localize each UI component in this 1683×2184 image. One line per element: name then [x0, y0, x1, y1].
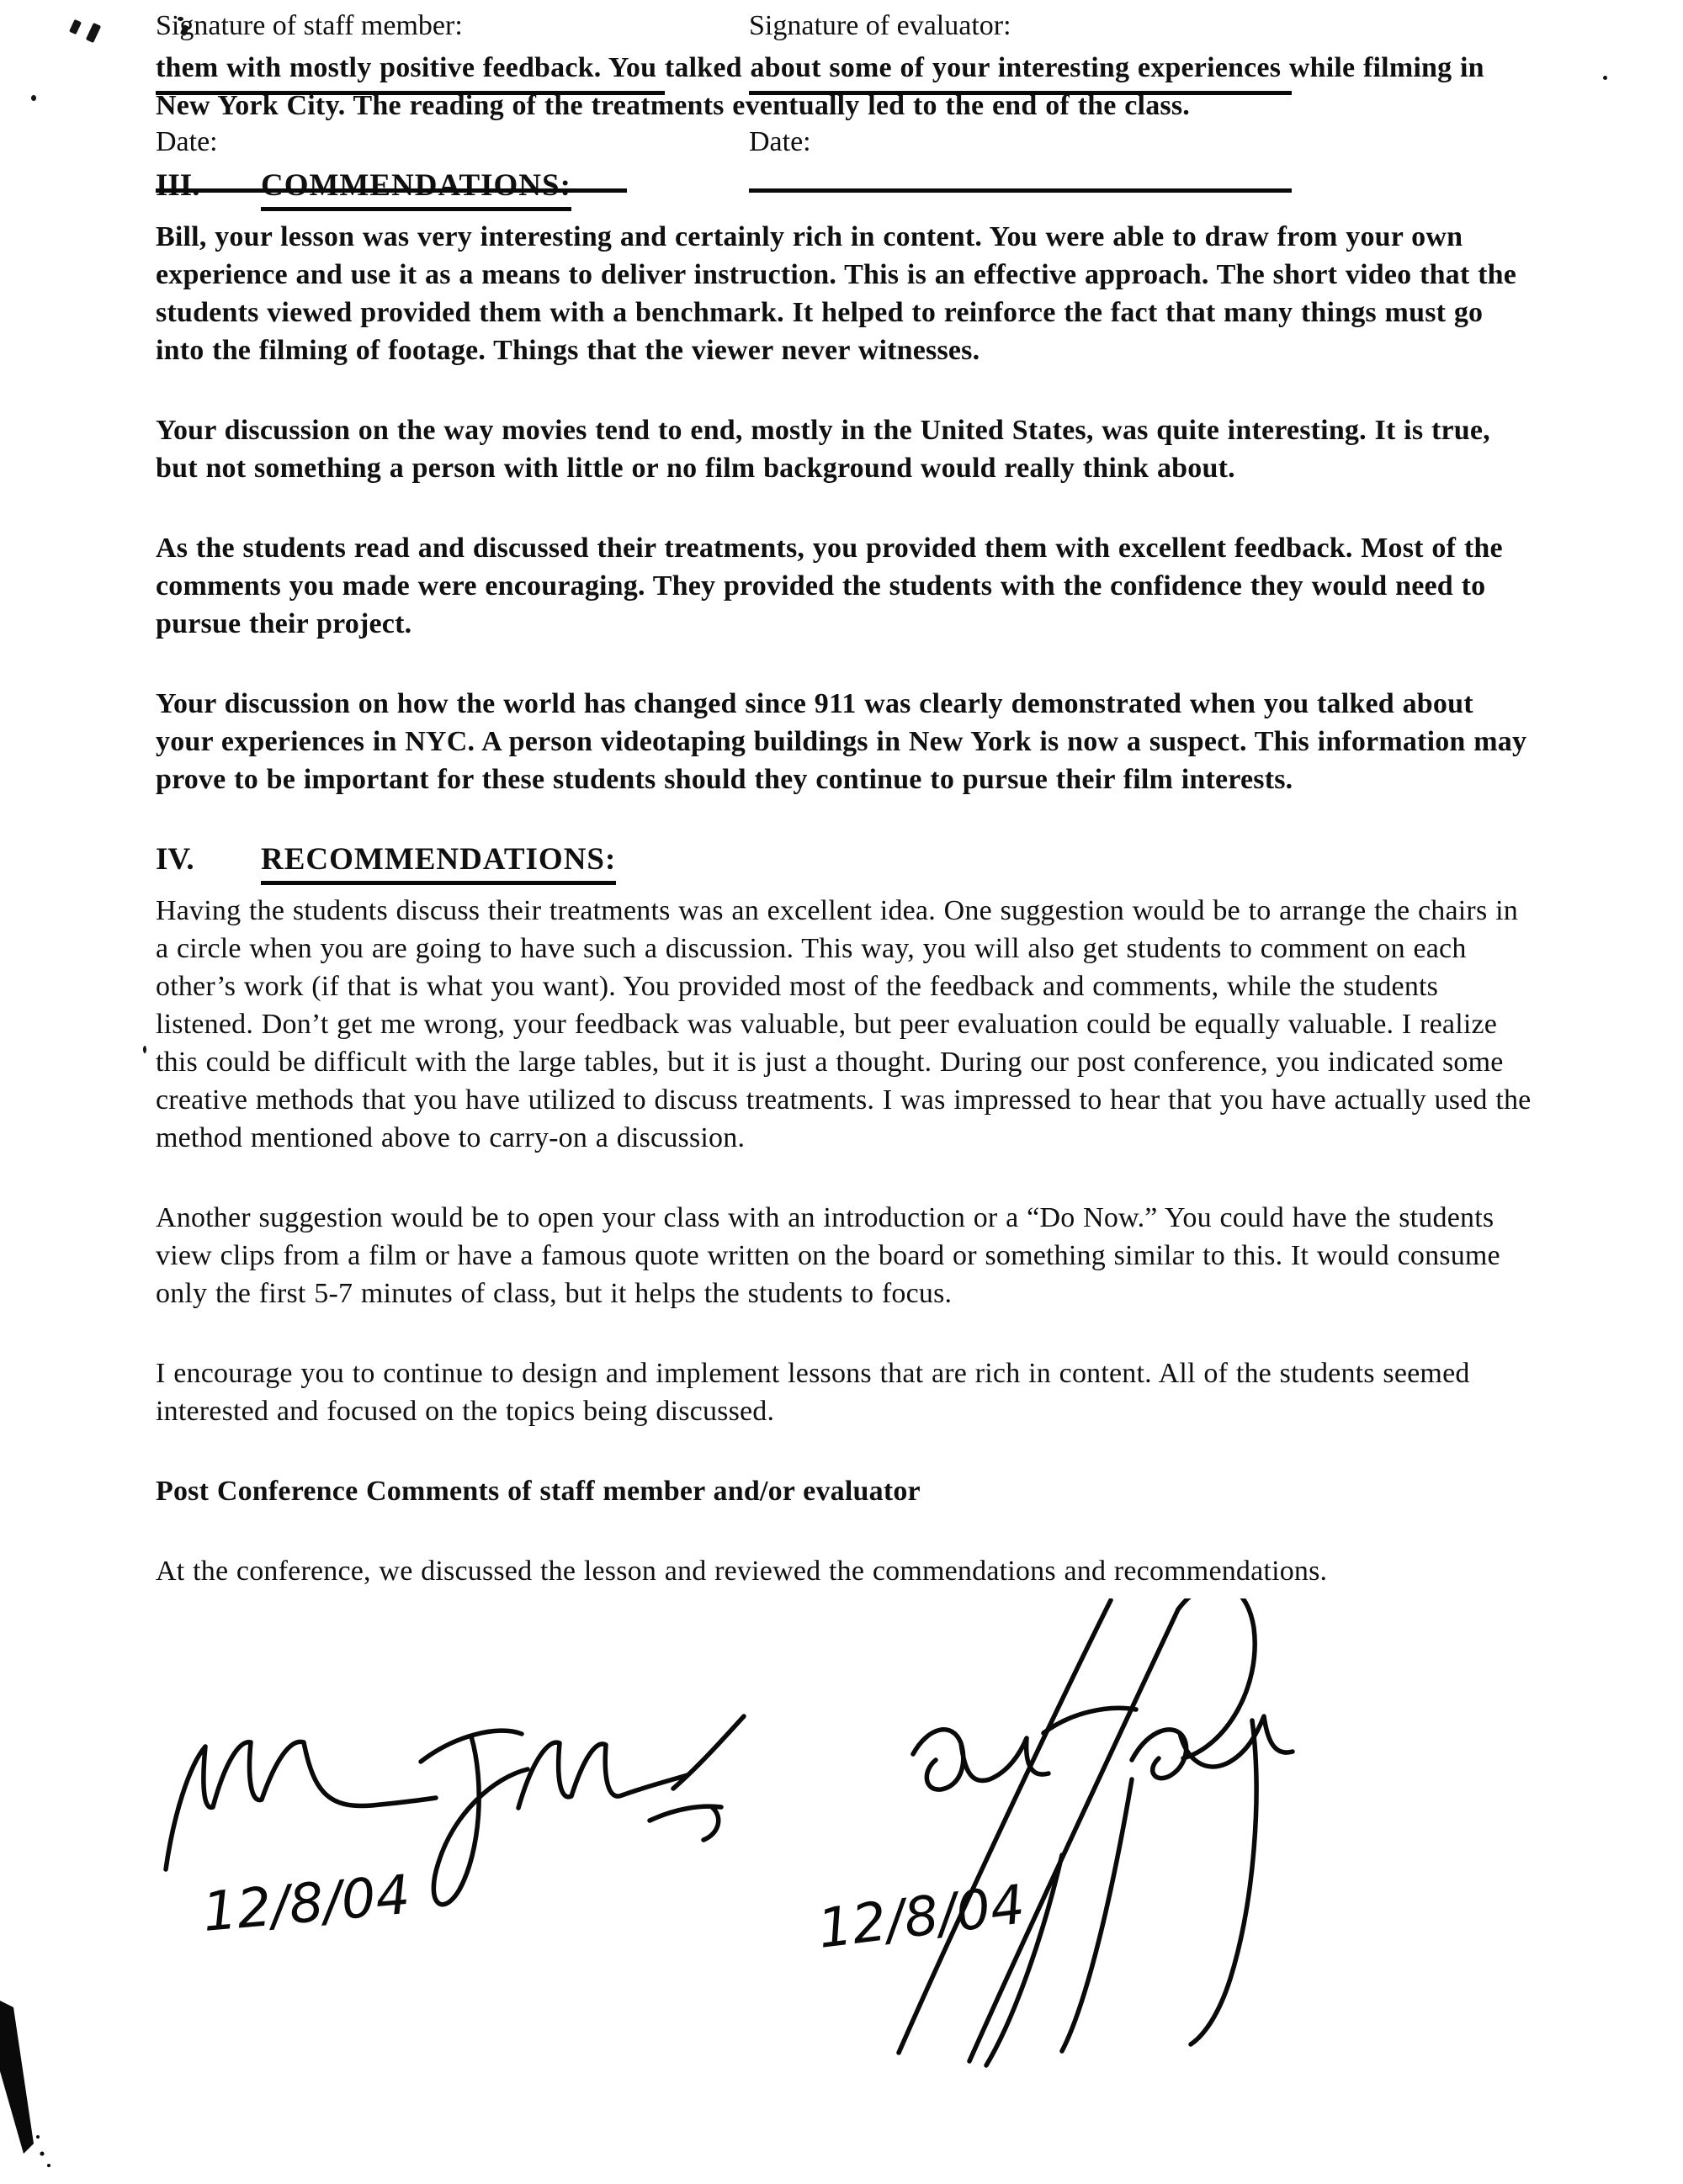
evaluator-date-label: Date:	[749, 126, 811, 157]
staff-date-label: Date:	[156, 126, 218, 157]
section-title: RECOMMENDATIONS:	[261, 840, 616, 885]
staff-signature-column	[156, 0, 665, 468]
staff-signature-label: Signature of staff member:	[156, 10, 463, 41]
commendations-paragraph: Your discussion on the way movies tend to end, mostly in the United States, was quite interesting. It is true, but not something a person with little or no film background would really think about.	[156, 415, 1490, 484]
commendations-paragraph: Your discussion on how the world has changed since 911 was clearly demonstrated when you talked about your experiences in NYC. A person videotaping buildings in New York is now a suspect. This information may prove to be important for these students should they continue to pursue their film interests.	[156, 688, 1527, 795]
evaluator-signature-column	[749, 0, 1292, 468]
post-conference-heading: Post Conference Comments of staff member and/or evaluator	[156, 1476, 921, 1507]
evaluator-signature-line	[749, 91, 1292, 95]
staff-date-line	[156, 188, 627, 193]
section-number: III.	[156, 168, 200, 203]
staff-date-handwritten: 12/8/04	[199, 1863, 413, 1944]
recommendations-paragraph: Another suggestion would be to open your class with an introduction or a “Do Now.” You could have the students view clips from a film or have a famous quote written on the board or something similar to this. It would consume only the first 5-7 minutes of class, but it helps the students to focus.	[156, 1202, 1500, 1309]
scan-speck	[143, 1046, 146, 1053]
signature-block	[0, 0, 1683, 468]
section-number: IV.	[156, 842, 194, 877]
evaluator-signature	[899, 1598, 1293, 2065]
evaluator-date-handwritten: 12/8/04	[814, 1874, 1028, 1961]
recommendations-paragraph: I encourage you to continue to design and implement lessons that are rich in content. All of the students seemed interested and focused on the topics being discussed.	[156, 1358, 1470, 1427]
commendations-paragraph: Bill, your lesson was very interesting and certainly rich in content. You were able to draw from your own experience and use it as a means to deliver instruction. This is an effective approach. The short video that the students viewed provided them with a benchmark. It helped to reinforce the fact that many things must go into the filming of footage. Things that the viewer never witnesses.	[156, 221, 1517, 366]
section-heading-recommendations	[156, 840, 1532, 885]
handwritten-ink-overlay	[0, 1598, 1683, 2184]
evaluator-signature-label: Signature of evaluator:	[749, 10, 1011, 41]
staff-signature-line	[156, 91, 665, 95]
scan-artifact-wedge	[0, 2001, 50, 2167]
post-conference-body: At the conference, we discussed the lesson and reviewed the commendations and recommendations.	[156, 1556, 1328, 1587]
continuation-paragraph: them with mostly positive feedback. You talked about some of your interesting experiences while filming in New York City. The reading of the treatments eventually led to the end of the class.	[156, 52, 1484, 121]
evaluator-date-line	[749, 188, 1292, 193]
recommendations-paragraph: Having the students discuss their treatments was an excellent idea. One suggestion would be to arrange the chairs in a circle when you are going to have such a discussion. This way, you will also get students to comment on each other’s work (if that is what you want). You provided most of the feedback and comments, while the students listened. Don’t get me wrong, your feedback was valuable, but peer evaluation could be equally valuable. I realize this could be difficult with the large tables, but it is just a thought. During our post conference, you indicated some creative methods that you have utilized to discuss treatments. I was impressed to hear that you have actually used the method mentioned above to carry-on a discussion.	[156, 895, 1532, 1153]
commendations-paragraph: As the students read and discussed their treatments, you provided them with excellent feedback. Most of the comments you made were encouraging. They provided the students with the confidence they would need to pursue their project.	[156, 533, 1503, 639]
section-title: COMMENDATIONS:	[261, 167, 571, 211]
staff-signature	[166, 1716, 744, 1905]
